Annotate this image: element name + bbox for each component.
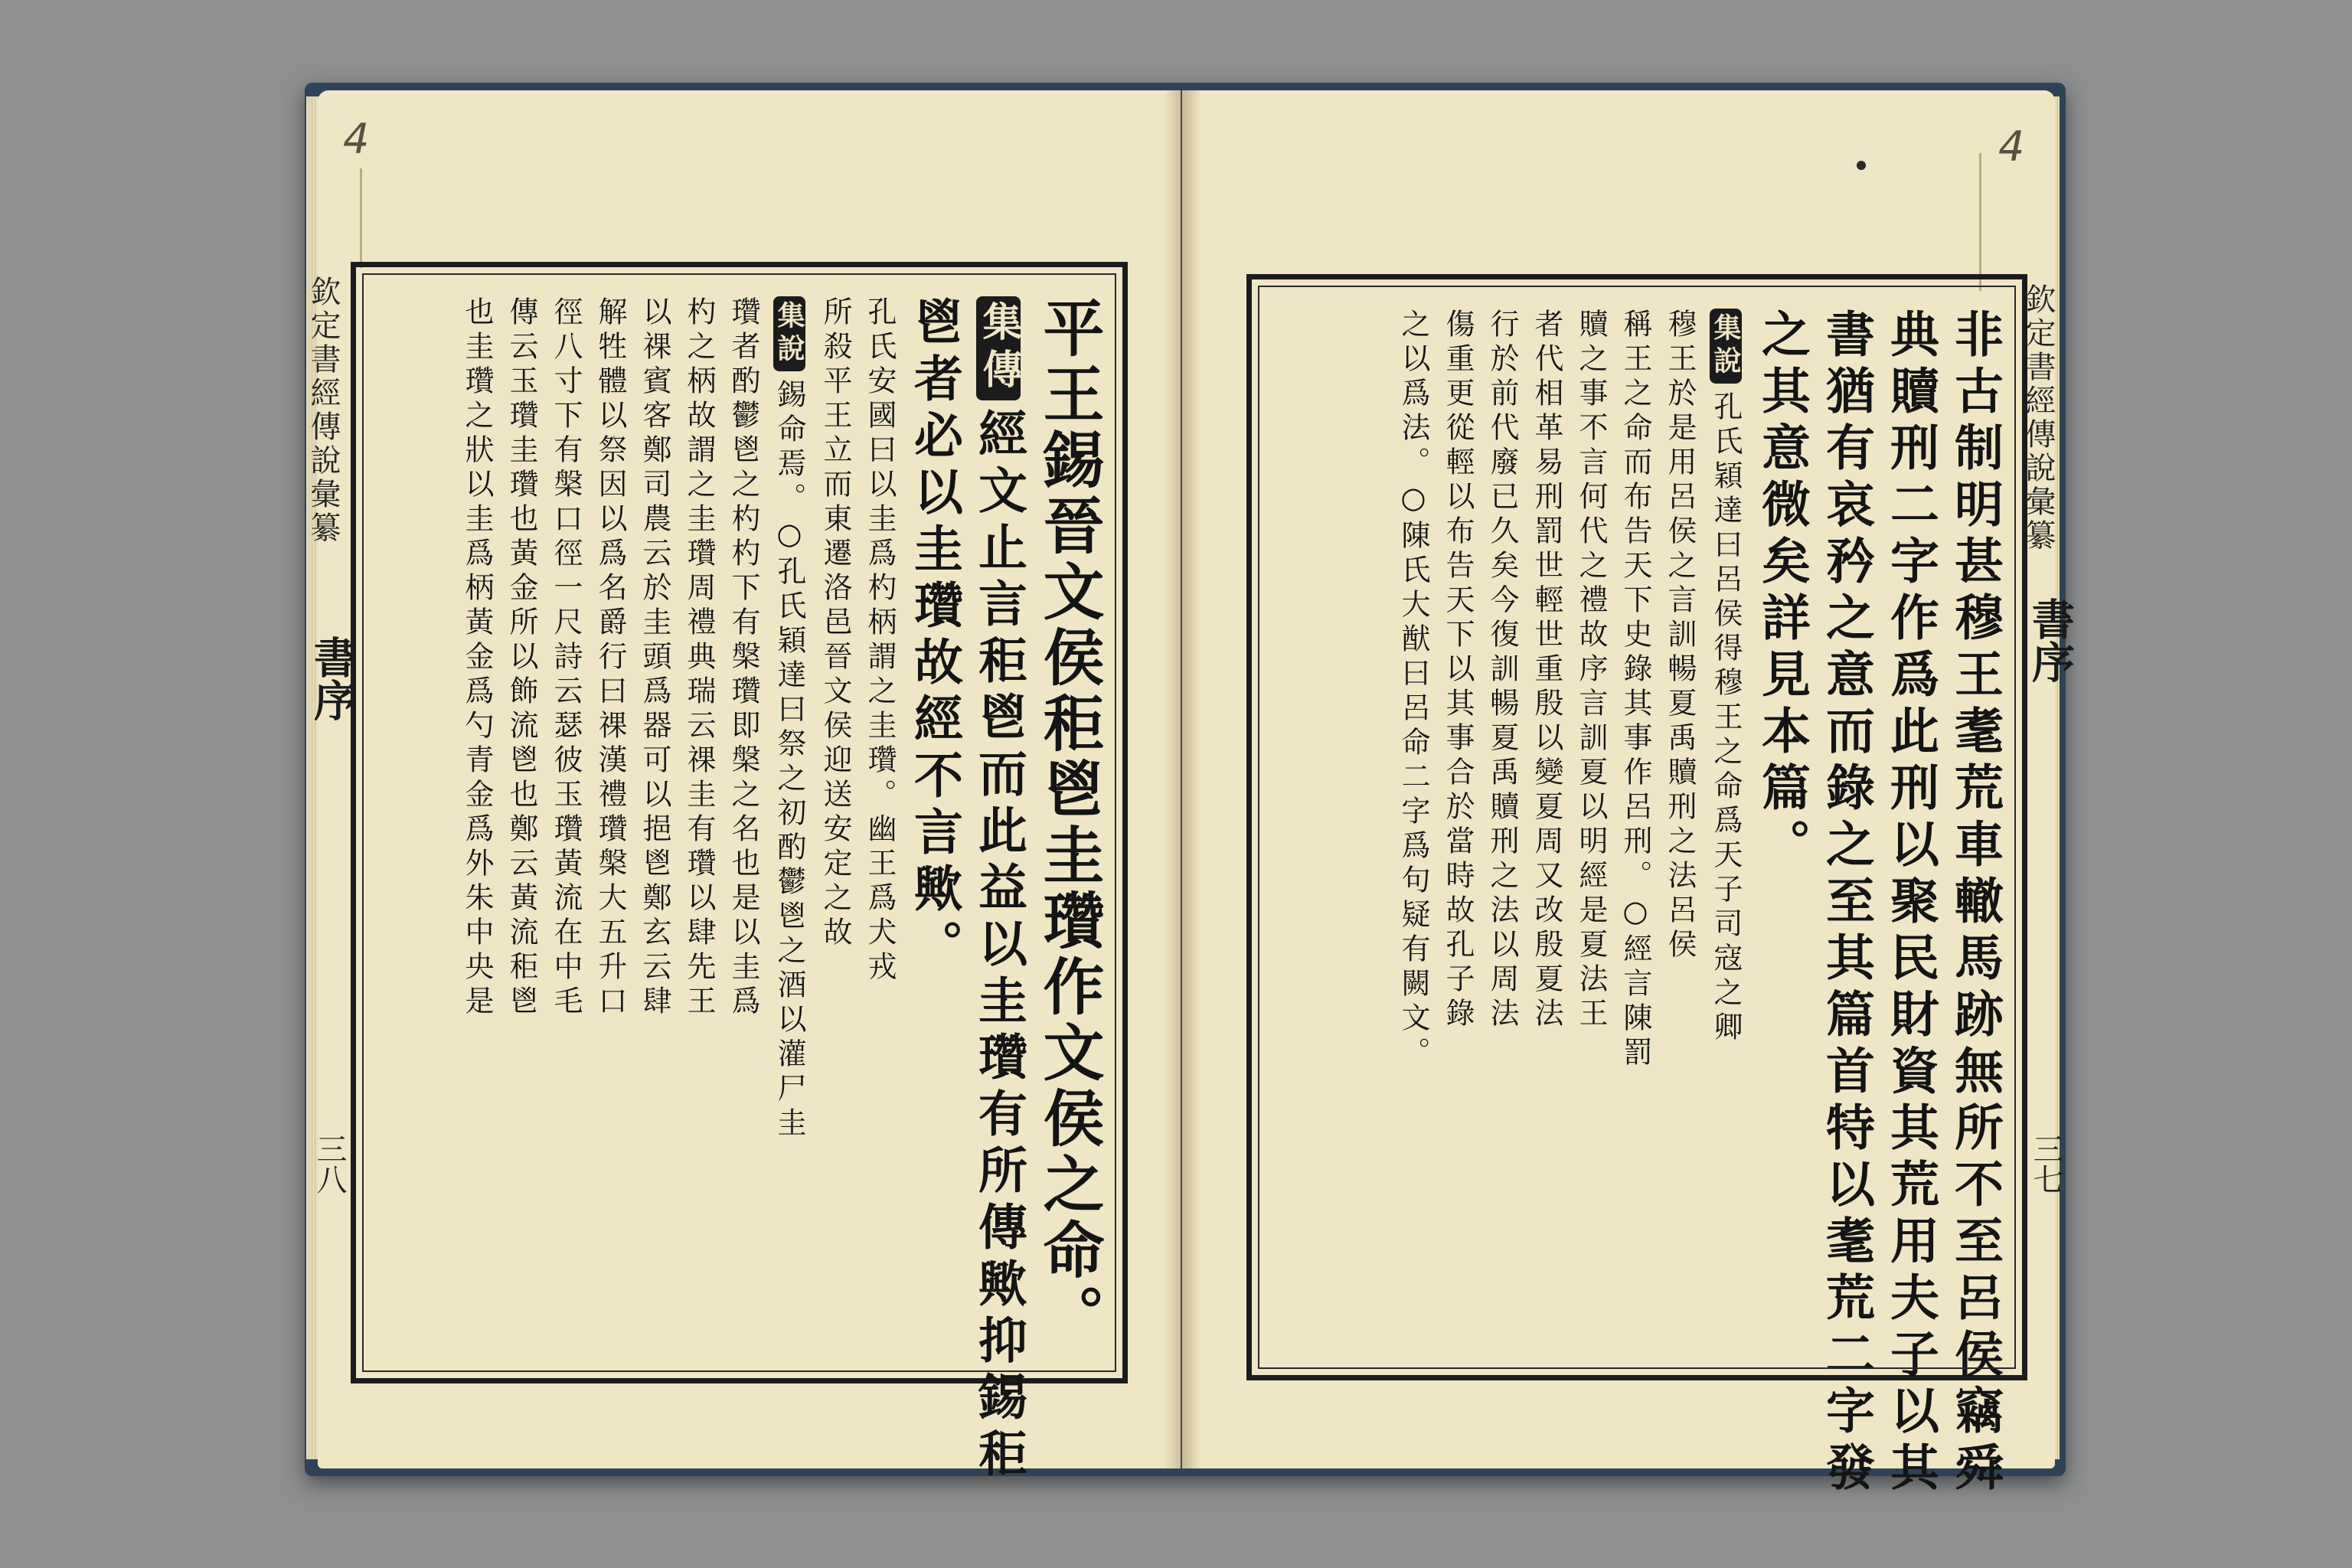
column-text: 穆王於是用呂侯之言訓暢夏禹贖刑之法呂侯 [1663,309,1697,963]
right-text-frame [1246,274,2027,1498]
column-text: 鬯者必以圭瓚故經不言歟。 [906,296,963,976]
text-column [1532,309,1561,1346]
column-text: 經文止言秬鬯而此益以圭瓚有所傳歟抑錫秬 [970,408,1027,1485]
text-column [1033,296,1105,1350]
column-text: 解牲體以祭因以爲名爵行曰祼漢禮瓚槃大五升口 [593,296,627,1020]
text-column [1818,309,1875,1498]
pencil-page-number: 4 [343,115,370,163]
column-text: 之其意微矣詳見本篇。 [1753,309,1811,875]
column-text: 傷重更從輕以布告天下以其事合於當時故孔子錄 [1441,309,1475,1032]
folio-number: 三八 [312,1133,347,1194]
column-text: 也圭瓚之狀以圭爲柄黃金爲勺青金爲外朱中央是 [460,296,494,1020]
commentary-tag: 集傳 [976,296,1021,400]
column-text: 贖之事不言何代之禮故序言訓夏以明經是夏法王 [1574,309,1608,1032]
margin-section-label: 書序 [2025,597,2076,683]
margin-section-label: 書序 [307,635,358,721]
commentary-tag: 集說 [773,296,805,371]
text-column [1710,309,1742,1346]
column-text: 行於前代廢已久矣今復訓暢夏禹贖刑之法以周法 [1485,309,1519,1032]
column-text: 稱王之命而布告天下史錄其事作呂刑。○經言陳罰 [1619,309,1652,1071]
column-text: 孔氏安國曰以圭爲杓柄謂之圭瓚。幽王爲犬戎 [863,296,897,985]
text-column [1753,309,1811,1346]
text-column [1946,309,2004,1498]
column-text: 杓之柄故謂之圭瓚周禮典瑞云祼圭有瓚以肆先王 [682,296,716,1020]
ink-dot [1857,161,1866,170]
column-text: 所殺平王立而東遷洛邑晉文侯迎送安定之故 [818,296,852,951]
column-text: 徑八寸下有槃口徑一尺詩云瑟彼玉瓚黃流在中毛 [549,296,583,1020]
book-gutter [1164,90,1200,1468]
column-text: 傳云玉瓚圭瓚也黃金所以飾流鬯也鄭云黃流秬鬯 [505,296,538,1020]
text-column [773,296,805,1349]
binding-thread [360,168,362,268]
margin-book-title: 欽定書經傳說彙纂 [2020,283,2056,553]
column-text: 者代相革易刑罰世輕世重殷以變夏周又改殷夏法 [1530,309,1563,1032]
text-column [1663,309,1697,1346]
column-text: 以祼賓客鄭司農云於圭頭爲器可以挹鬯鄭玄云肆 [638,296,671,1020]
text-column [863,296,897,1349]
text-column [1485,309,1519,1346]
column-text: 非古制明甚穆王耄荒車轍馬跡無所不至呂侯竊舜 [1946,309,2004,1498]
text-column [1882,309,1939,1498]
column-text: 之以爲法。○陳氏大猷曰呂命二字爲句疑有闕文。 [1396,309,1430,1071]
text-column [462,296,492,1349]
margin-book-title: 欽定書經傳說彙纂 [305,276,341,545]
folio-number: 三七 [2028,1133,2063,1194]
column-text: 錫命焉。○孔氏穎達曰祭之初酌鬱鬯之酒以灌尸圭 [773,379,806,1142]
text-column [906,296,963,1349]
text-column [818,296,852,1349]
text-column [640,296,669,1349]
column-text: 瓚者酌鬱鬯之杓杓下有槃瓚即槃之名也是以圭爲 [727,296,760,1020]
right-text-columns [1275,309,2004,1498]
text-column [593,296,627,1349]
binding-thread [1979,153,1981,291]
text-column [1396,309,1430,1346]
column-text: 典贖刑二字作爲此刑以聚民財資其荒用夫子以其 [1882,309,1939,1498]
text-column [684,296,714,1349]
pencil-page-number: 4 [1998,122,2025,171]
text-column [549,296,583,1349]
column-text: 書猶有哀矜之意而錄之至其篇首特以耄荒二字發 [1818,309,1875,1498]
text-column [729,296,758,1349]
column-text: 平王錫晉文侯秬鬯圭瓚作文侯之命。 [1033,296,1105,1350]
commentary-tag: 集說 [1710,309,1742,384]
column-text: 孔氏穎達曰呂侯得穆王之命爲天子司寇之卿 [1709,391,1743,1046]
text-column [507,296,536,1349]
text-column [1621,309,1650,1346]
text-column [1441,309,1475,1346]
text-column [1576,309,1606,1346]
text-column [970,296,1027,1485]
left-text-columns [379,296,1105,1485]
left-text-frame [351,262,1128,1485]
